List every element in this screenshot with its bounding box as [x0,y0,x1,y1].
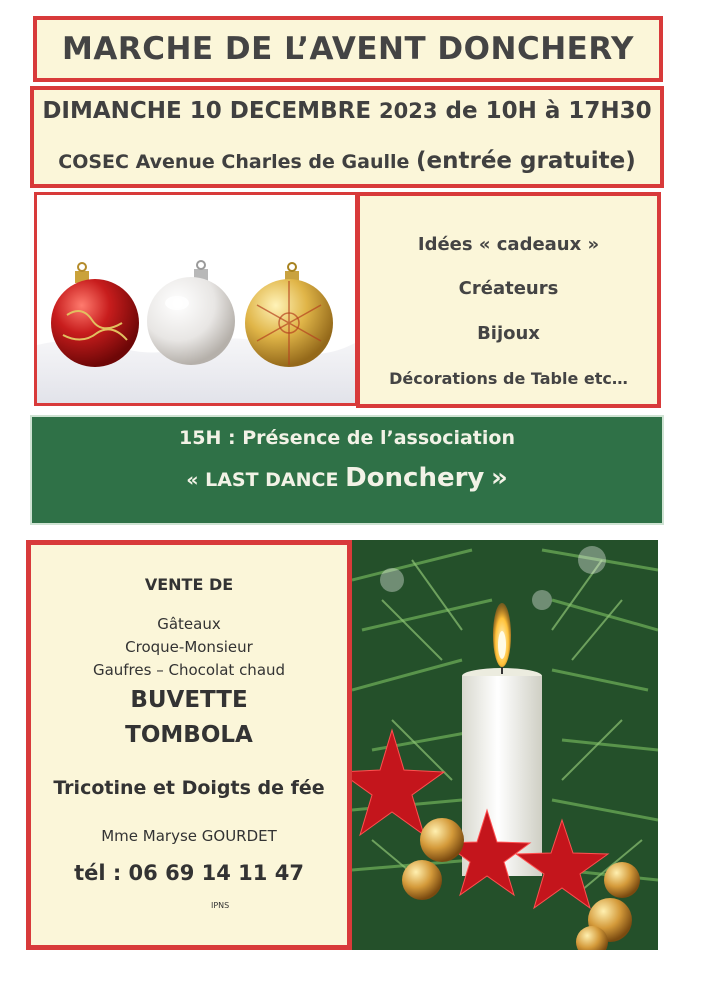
date-main: DIMANCHE 10 DECEMBRE [42,98,372,124]
association-time: 15H : Présence de l’association [179,427,515,449]
date-hours: de 10H à 17H30 [445,98,652,124]
date-line [34,98,660,124]
idea-item: Décorations de Table etc… [389,369,628,388]
gift-ideas-box [356,192,661,408]
association-close: » [491,463,508,493]
vente-item: Gaufres – Chocolat chaud [92,661,286,679]
contact-name: Mme Maryse GOURDET [101,827,277,845]
sales-box [26,540,352,950]
vente-item: Croque-Monsieur [125,638,253,656]
tricotine-label: Tricotine et Doigts de fée [53,777,325,799]
vente-heading: VENTE DE [144,575,234,594]
association-name-line [32,463,662,493]
idea-item: Idées « cadeaux » [417,234,600,255]
date-venue-box [30,86,664,188]
venue-line [34,148,660,174]
idea-item: Créateurs [458,278,559,299]
association-open: « LAST DANCE [186,469,339,491]
buvette-label: BUVETTE [130,687,248,713]
poster-title [33,16,663,82]
association-name: Donchery [345,463,485,493]
venue-address: COSEC Avenue Charles de Gaulle [58,151,410,173]
vente-item: Gâteaux [157,615,221,633]
association-banner [30,415,664,525]
title-text: MARCHE DE L’AVENT DONCHERY [62,31,634,67]
venue-entry: (entrée gratuite) [416,148,636,174]
advent-candle-image [352,540,658,950]
tombola-label: TOMBOLA [125,722,253,748]
idea-item: Bijoux [477,323,540,344]
date-year: 2023 [379,99,438,123]
phone-number: tél : 06 69 14 11 47 [74,861,304,885]
ornaments-illustration [37,195,355,403]
christmas-ornaments-image [34,192,358,406]
ipns-mark: IPNS [211,901,230,910]
candle-illustration [352,540,658,950]
